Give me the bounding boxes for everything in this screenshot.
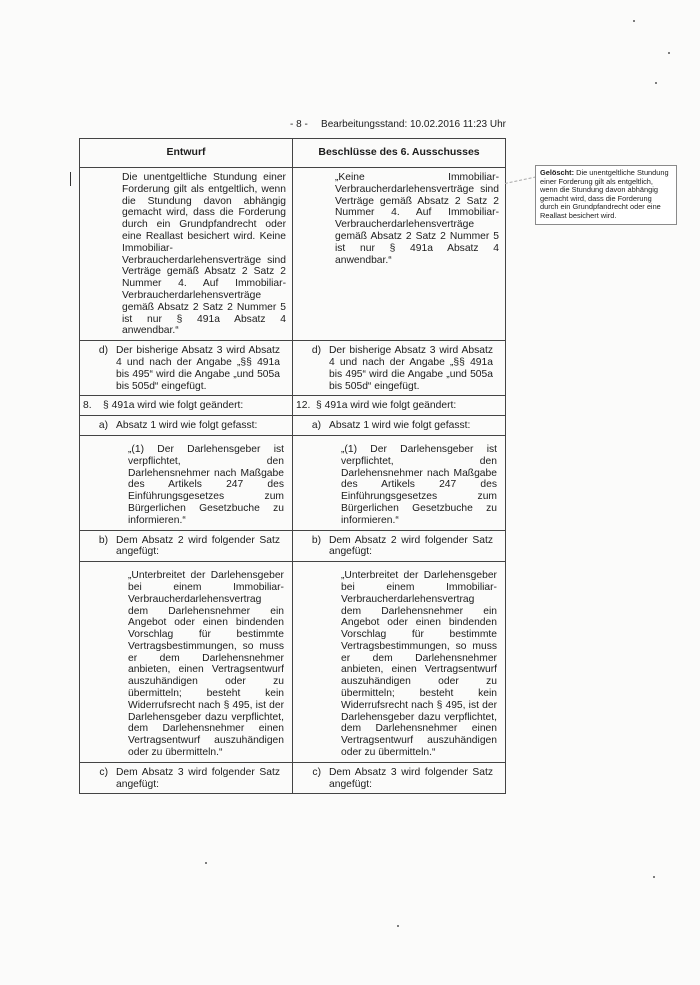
committee-quote: „Unterbreitet der Darlehensgeber bei einem Immobiliar-Verbraucherdarlehensvertrag dem Darlehensnehmer ein Angebot oder einen bindenden Vorschlag für bestimmte Vertragsbestimmungen, so muss er dem Darlehensnehmer anbieten, einen Vertragsentwurf auszuhändigen oder zu übermitteln; besteht kein Widerrufsrecht nach § 495, ist der Darlehensgeber dazu verpflichtet, dem Darlehensnehmer einen Vertragsentwurf auszuhändigen oder zu übermitteln.“ <box>341 570 497 759</box>
committee-text: Dem Absatz 3 wird folgender Satz angefügt: <box>329 766 493 790</box>
comment-title: Gelöscht: <box>540 168 575 177</box>
text-cursor <box>70 172 71 186</box>
column-header-committee: Beschlüsse des 6. Ausschusses <box>293 139 506 168</box>
table-row <box>80 435 506 530</box>
item-label: d) <box>98 345 108 357</box>
committee-text: Absatz 1 wird wie folgt gefasst: <box>329 420 471 432</box>
draft-quote: „Unterbreitet der Darlehensgeber bei einem Immobiliar-Verbraucherdarlehensvertrag dem Darlehensnehmer ein Angebot oder einen bindenden Vorschlag für bestimmte Vertragsbestimmungen, so muss er dem Darlehensnehmer anbieten, einen Vertragsentwurf auszuhändigen oder zu übermitteln; besteht kein Widerrufsrecht nach § 495, ist der Darlehensgeber dazu verpflichtet, dem Darlehensnehmer einen Vertragsentwurf auszuhändigen oder zu übermitteln.“ <box>128 570 284 759</box>
draft-text: Dem Absatz 2 wird folgender Satz angefügt: <box>116 534 280 558</box>
item-label: b) <box>311 534 321 546</box>
scan-speck <box>668 52 670 54</box>
item-label: d) <box>311 345 321 357</box>
scan-speck <box>205 862 207 864</box>
item-label: a) <box>98 420 108 432</box>
edit-status: Bearbeitungsstand: 10.02.2016 11:23 Uhr <box>321 119 506 130</box>
item-number: 12. <box>296 400 311 412</box>
table-row <box>80 762 506 794</box>
item-label: c) <box>312 766 321 778</box>
item-label: b) <box>98 534 108 546</box>
scan-speck <box>633 20 635 22</box>
scan-speck <box>397 925 399 927</box>
comment-text: Die unentgeltliche Stundung einer Forderung gilt als entgeltlich, wenn die Stundung davon abhängig gemacht wird, dass die Forderung durch ein Grundpfandrecht oder eine Reallast besichert wird. <box>540 168 669 220</box>
table-row <box>80 341 506 396</box>
page-number: - 8 - <box>290 119 308 130</box>
draft-text: Dem Absatz 3 wird folgender Satz angefügt: <box>116 766 280 790</box>
table-row <box>80 396 506 416</box>
deletion-comment-balloon[interactable] <box>535 165 677 225</box>
table-row <box>80 562 506 763</box>
draft-text: Absatz 1 wird wie folgt gefasst: <box>116 420 258 432</box>
committee-text: Dem Absatz 2 wird folgender Satz angefügt: <box>329 534 493 558</box>
synopsis-table <box>79 138 506 794</box>
column-header-draft: Entwurf <box>80 139 293 168</box>
comment-connector <box>505 176 537 185</box>
item-label: a) <box>311 420 321 432</box>
draft-text: Der bisherige Absatz 3 wird Absatz 4 und nach der Angabe „§§ 491a bis 495“ wird die Angabe „und 505a bis 505d“ eingefügt. <box>116 345 280 392</box>
item-label: c) <box>99 766 108 778</box>
committee-quote: „(1) Der Darlehensgeber ist verpflichtet, den Darlehensnehmer nach Maßgabe des Artikels 247 des Einführungsgesetzes zum Bürgerlichen Gesetzbuche zu informieren.“ <box>341 443 497 526</box>
item-number: 8. <box>83 400 92 412</box>
committee-text: „Keine Immobiliar-Verbraucherdarlehensverträge sind Verträge gemäß Absatz 2 Satz 2 Nummer 4. Auf Immobiliar-Verbraucherdarlehensverträge gemäß Absatz 2 Satz 2 Nummer 5 ist nur § 491a Absatz 4 anwendbar.“ <box>335 172 499 266</box>
table-row <box>80 530 506 562</box>
draft-quote: „(1) Der Darlehensgeber ist verpflichtet, den Darlehensnehmer nach Maßgabe des Artikels 247 des Einführungsgesetzes zum Bürgerlichen Gesetzbuche zu informieren.“ <box>128 443 284 526</box>
table-header-row <box>80 139 506 168</box>
scan-speck <box>655 82 657 84</box>
page-header <box>80 119 506 135</box>
committee-text: § 491a wird wie folgt geändert: <box>316 400 457 412</box>
scan-speck <box>653 876 655 878</box>
table-row <box>80 168 506 341</box>
table-row <box>80 416 506 436</box>
draft-text: Die unentgeltliche Stundung einer Forderung gilt als entgeltlich, wenn die Stundung davon abhängig gemacht wird, dass die Forderung durch ein Grundpfandrecht oder eine Reallast besichert wird. Keine Immobiliar-Verbraucherdarlehensverträge sind Verträge gemäß Absatz 2 Satz 2 Nummer 4. Auf Immobiliar-Verbraucherdarlehensverträge gemäß Absatz 2 Satz 2 Nummer 5 ist nur § 491a Absatz 4 anwendbar.“ <box>122 172 286 337</box>
committee-text: Der bisherige Absatz 3 wird Absatz 4 und nach der Angabe „§§ 491a bis 495“ wird die Angabe „und 505a bis 505d“ eingefügt. <box>329 345 493 392</box>
draft-text: § 491a wird wie folgt geändert: <box>103 400 244 412</box>
